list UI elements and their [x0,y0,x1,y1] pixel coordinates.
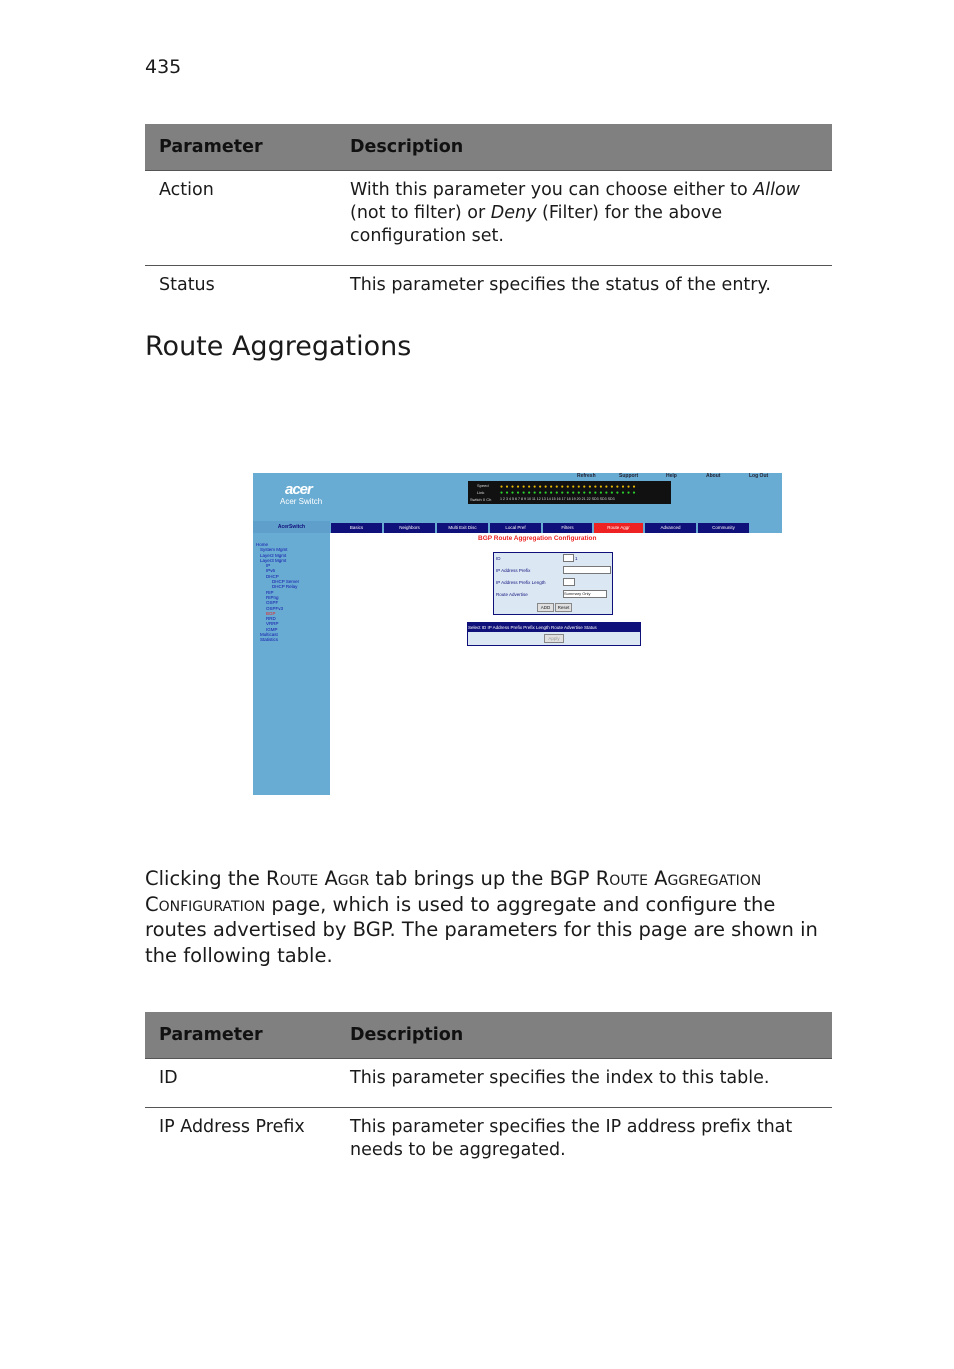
refresh-link[interactable]: Refresh [577,473,596,479]
panel-switch-label: Switch 0 Ch [470,497,492,502]
panel-speed-label: Speed [477,483,489,488]
ip-prefix-field[interactable] [563,566,611,574]
tab-community[interactable]: Community [698,523,749,533]
switch-screenshot [253,473,782,795]
apply-button[interactable]: Apply [544,634,564,643]
panel-port-numbers: 1 2 3 4 5 6 7 8 9 10 11 12 13 14 15 16 17 18 19 20 21 22 SD3 SD3 SD3 [500,497,615,501]
sidebar-item-statistics[interactable]: Statistics [260,637,279,643]
sidebar-item-ospfv3[interactable]: OSPFv3 [266,605,284,611]
logout-link[interactable]: Log Out [749,473,769,479]
route-advertise-select[interactable]: Summary Only [563,590,607,598]
ip-prefix-label: IP Address Prefix [496,568,531,573]
sidebar-item-ip[interactable]: IP [266,563,271,569]
nav-header: AcerSwitch [253,521,330,533]
page-number: 435 [145,56,182,78]
help-link[interactable]: Help [666,473,677,479]
panel-link-label: Link [477,490,485,495]
tab-advanced[interactable]: Advanced [645,523,696,533]
sidebar-item-layer3-mgmt[interactable]: Layer3 Mgmt [260,557,287,563]
table-row [145,266,832,315]
table-header-row [145,1012,832,1059]
table-header-row [145,124,832,171]
sidebar-item-rrd[interactable]: RRD [266,616,276,622]
desc-cell: This parameter specifies the status of the entry. [350,275,771,295]
header-parameter: Parameter [145,1012,336,1059]
support-link[interactable]: Support [619,473,639,479]
sidebar-item-dhcp-relay[interactable]: DHCP Relay [272,584,298,590]
id-field[interactable] [563,554,574,562]
port-status-panel [468,481,671,504]
about-link[interactable]: About [706,473,721,479]
results-header: Select ID IP Address Prefix Prefix Length Route Advertise Status [468,623,640,632]
reset-button[interactable]: Reset [555,603,572,612]
header-parameter: Parameter [145,124,336,171]
tab-multi-exit-disc[interactable]: Multi Exit Disc [437,523,488,533]
desc-cell: This parameter specifies the IP address prefix that needs to be aggregated. [350,1117,793,1160]
id-value: 1 [575,556,578,561]
tab-filters[interactable]: Filters [543,523,592,533]
sidebar-item-rip[interactable]: RIP [266,589,274,595]
sidebar-item-ipv6[interactable]: IPv6 [266,568,276,574]
sidebar-item-system-mgmt[interactable]: System Mgmt [260,547,288,553]
param-cell: Action [145,171,336,266]
prefix-length-field[interactable] [563,578,575,586]
tab-basics[interactable]: Basics [331,523,382,533]
sidebar-item-ospf[interactable]: OSPF [266,600,279,606]
desc-cell: With this parameter you can choose either to Allow (not to filter) or Deny (Filter) for the above configuration set. [336,171,832,266]
port-leds-row1: ●●●●●●●●●●●●●●●●●●●●●●●●● [500,484,639,490]
brand-label: Acer Switch [280,497,323,506]
sidebar-item-dhcp-server[interactable]: DHCP Server [272,579,300,585]
sidebar-item-home[interactable]: Home [256,542,269,547]
header-description: Description [336,124,832,171]
table-row [145,1059,832,1108]
param-cell: Status [159,275,215,295]
param-cell: IP Address Prefix [159,1117,305,1137]
route-advertise-label: Route Advertise [496,592,528,597]
tab-route-aggr[interactable]: Route Aggr [594,523,643,533]
parameter-table-2 [145,1012,832,1179]
add-button[interactable]: ADD [537,603,554,612]
sidebar-item-igmp[interactable]: IGMP [266,626,278,632]
form-title: BGP Route Aggregation Configuration [478,535,597,542]
desc-cell: This parameter specifies the index to this table. [336,1059,832,1108]
port-leds-row2: ●●●●●●●●●●●●●●●●●●●●●●●●● [500,490,639,496]
header-description: Description [336,1012,832,1059]
sidebar [253,533,330,795]
sidebar-item-bgp[interactable]: BGP [266,610,276,616]
sidebar-item-ripng[interactable]: RIPng [266,594,279,600]
prefix-length-label: IP Address Prefix Length [496,580,546,585]
sidebar-item-multicast[interactable]: Multicast [260,632,278,638]
section-title: Route Aggregations [145,331,412,362]
param-cell: ID [145,1059,336,1108]
acer-logo: acer [285,481,312,498]
aggregation-form [493,552,613,615]
tab-neighbors[interactable]: Neighbors [384,523,435,533]
table-row [145,1108,832,1180]
sidebar-item-dhcp[interactable]: DHCP [266,573,279,579]
parameter-table-1 [145,124,832,314]
tab-local-pref[interactable]: Local Pref [490,523,541,533]
aggregation-results-table [467,622,641,646]
body-paragraph: Clicking the Route Aggr tab brings up the BGP Route Aggregation Configuration page, which is used to aggregate and configure the routes advertised by BGP. The parameters for this page are shown in the following table. [145,867,818,967]
sidebar-item-vrrp[interactable]: VRRP [266,621,279,627]
id-label: ID [496,556,501,561]
table-row [145,171,832,266]
sidebar-item-layer2-mgmt[interactable]: Layer2 Mgmt [260,552,287,558]
